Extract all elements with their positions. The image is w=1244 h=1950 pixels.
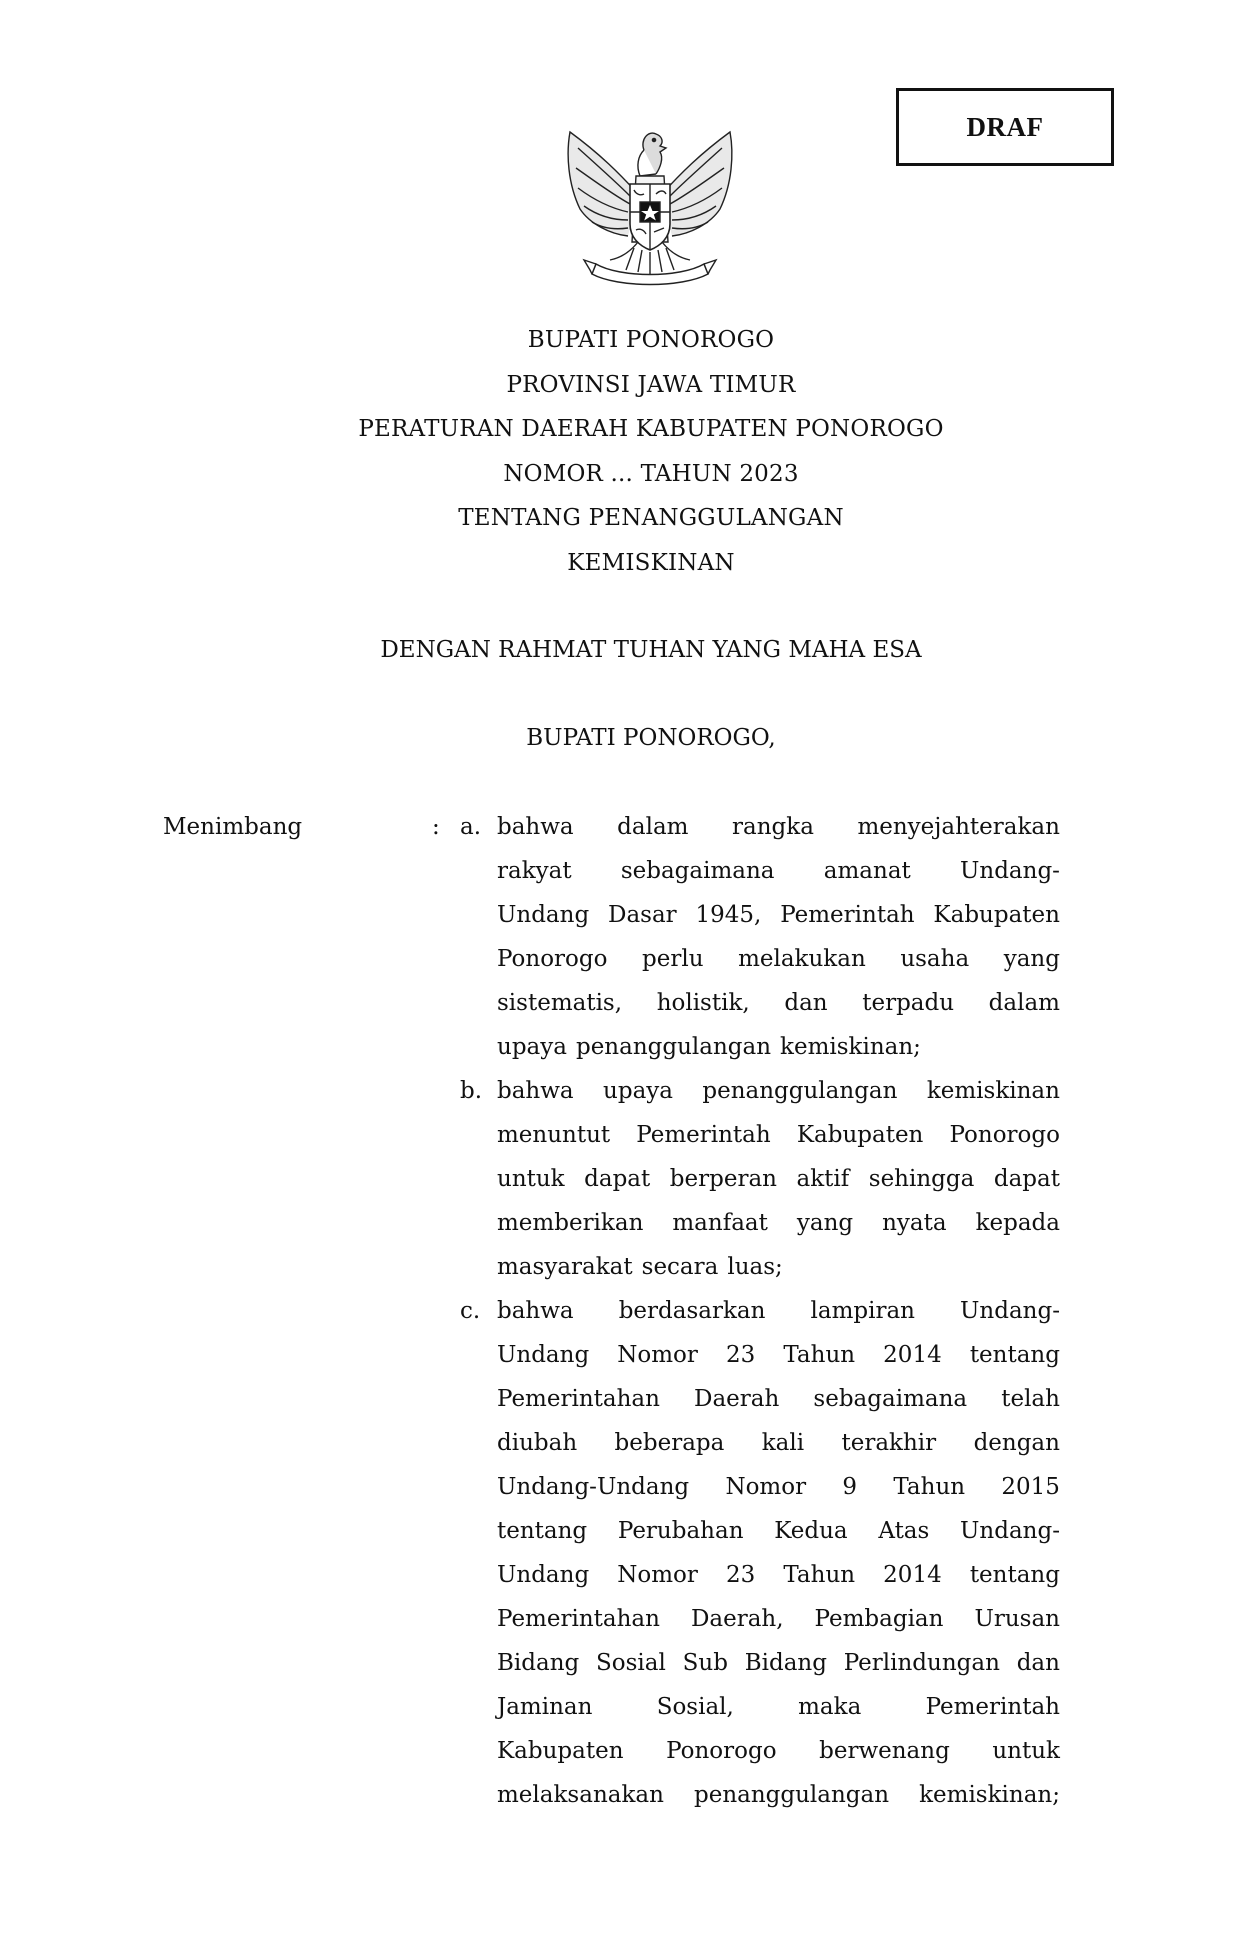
text-line: rakyat sebagaimana amanat Undang- <box>497 858 1060 884</box>
text-line: Undang-Undang Nomor 9 Tahun 2015 <box>497 1474 1060 1500</box>
text-line: menuntut Pemerintah Kabupaten Ponorogo <box>497 1122 1060 1148</box>
item-text <box>497 805 1060 1069</box>
text-line: Pemerintahan Daerah, Pembagian Urusan <box>497 1606 1060 1632</box>
text-line: Undang Nomor 23 Tahun 2014 tentang <box>497 1562 1060 1588</box>
considering-item-c <box>460 1289 1060 1817</box>
text-line: Pemerintahan Daerah sebagaimana telah <box>497 1386 1060 1412</box>
considering-label: Menimbang <box>163 814 303 840</box>
text-line: Undang Nomor 23 Tahun 2014 tentang <box>497 1342 1060 1368</box>
heading-line-subject: TENTANG PENANGGULANGAN <box>458 505 844 531</box>
text-line: bahwa upaya penanggulangan kemiskinan <box>497 1078 1060 1104</box>
garuda-emblem-icon <box>560 124 740 292</box>
text-line: bahwa dalam rangka menyejahterakan <box>497 814 1060 840</box>
document-heading <box>0 318 1244 585</box>
text-line: melaksanakan penanggulangan kemiskinan; <box>497 1782 1060 1808</box>
text-line: sistematis, holistik, dan terpadu dalam <box>497 990 1060 1016</box>
heading-line-regent: BUPATI PONOROGO <box>527 327 775 353</box>
heading-line-subject-cont: KEMISKINAN <box>567 549 735 576</box>
heading-line-province: PROVINSI JAWA TIMUR <box>506 371 796 398</box>
draft-stamp: DRAF <box>896 88 1114 166</box>
heading-line-regulation: PERATURAN DAERAH KABUPATEN PONOROGO <box>358 416 944 442</box>
regent-line: BUPATI PONOROGO, <box>526 725 776 751</box>
text-line: untuk dapat berperan aktif sehingga dapat <box>497 1166 1060 1192</box>
text-line: Bidang Sosial Sub Bidang Perlindungan dan <box>497 1650 1060 1676</box>
text-line: upaya penanggulangan kemiskinan; <box>497 1034 921 1060</box>
considering-item-b <box>460 1069 1060 1289</box>
text-line: Jaminan Sosial, maka Pemerintah <box>497 1694 1060 1720</box>
item-letter: b. <box>460 1078 483 1104</box>
item-letter: a. <box>460 814 482 840</box>
text-line: tentang Perubahan Kedua Atas Undang- <box>497 1518 1060 1544</box>
text-line: masyarakat secara luas; <box>497 1254 783 1280</box>
invocation-line: DENGAN RAHMAT TUHAN YANG MAHA ESA <box>380 637 922 663</box>
item-letter: c. <box>460 1298 481 1324</box>
text-line: memberikan manfaat yang nyata kepada <box>497 1210 1060 1236</box>
text-line: Undang Dasar 1945, Pemerintah Kabupaten <box>497 902 1060 928</box>
heading-line-number: NOMOR ... TAHUN 2023 <box>503 460 799 487</box>
considering-item-a <box>460 805 1060 1069</box>
text-line: Kabupaten Ponorogo berwenang untuk <box>497 1738 1060 1764</box>
text-line: bahwa berdasarkan lampiran Undang- <box>497 1298 1060 1324</box>
item-text <box>497 1069 1060 1289</box>
considering-colon: : <box>432 814 440 840</box>
text-line: Ponorogo perlu melakukan usaha yang <box>497 946 1060 972</box>
text-line: diubah beberapa kali terakhir dengan <box>497 1430 1060 1456</box>
item-text <box>497 1289 1060 1817</box>
